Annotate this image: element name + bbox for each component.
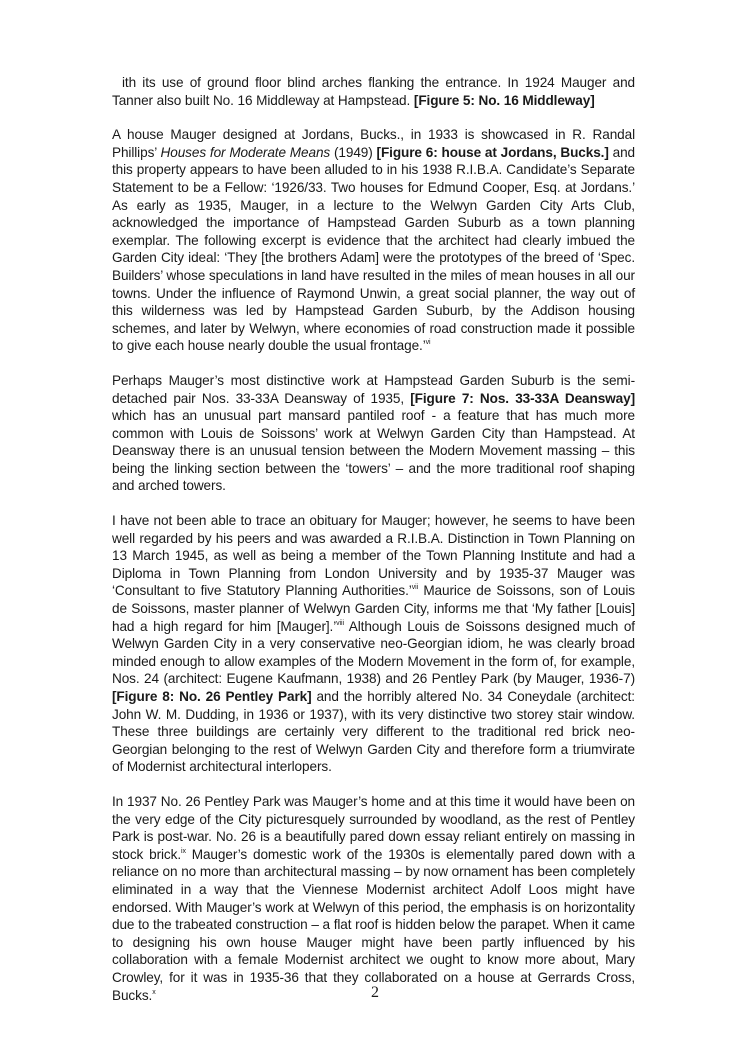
paragraph-1: [112, 74, 635, 109]
paragraph-2: [112, 126, 635, 355]
footnote-marker: x: [152, 988, 156, 996]
paragraph-text: Maurice de Soissons, son of Louis de Soissons, master planner of Welwyn Garden City, informs me that ‘My father [Louis] had a high regard for him [Mauger].’: [112, 583, 636, 634]
paragraph-4: [112, 512, 635, 776]
footnote-marker: vii: [411, 584, 419, 592]
paragraph-text: A house Mauger designed at Jordans, Bucks., in 1933 is showcased in R. Randal Phillips’: [112, 127, 635, 160]
page-number: 2: [371, 984, 379, 1001]
figure-reference: [Figure 8: No. 26 Pentley Park]: [112, 689, 312, 704]
paragraph-text: Mauger’s domestic work of the 1930s is elementally pared down with a reliance on no more than architectural massing – by now ornament has been completely eliminated in a way that the Viennese Modernist architect Adolf Loos might have endorsed. With Mauger’s work at Welwyn of this period, the emphasis is on horizontality due to the trabeated construction – a flat roof is hidden below the parapet. When it came to designing his own house Mauger might have been partly influenced by his collaboration with a female Modernist architect we ought to know more about, Mary Crowley, for it was in 1935-36 that they collaborated on a house at Gerrards Cross, Bucks.: [112, 846, 635, 1003]
paragraph-text: I have not been able to trace an obituary for Mauger; however, he seems to have been well regarded by his peers and was awarded a R.I.B.A. Distinction in Town Planning on 13 March 1945, as well as being a member of the Town Planning Institute and had a Diploma in Town Planning from London University and by 1935-37 Mauger was ‘Consultant to five Statutory Planning Authorities.’: [112, 513, 635, 599]
figure-reference: [Figure 7: Nos. 33-33A Deansway]: [410, 390, 636, 406]
book-title: Houses for Moderate Means: [160, 144, 331, 160]
figure-reference: [Figure 6: house at Jordans, Bucks.]: [376, 144, 609, 160]
figure-reference: [Figure 5: No. 16 Middleway]: [413, 92, 595, 108]
footnote-marker: vi: [425, 339, 431, 347]
paragraph-5: [112, 793, 635, 1004]
document-page: [112, 74, 635, 1021]
paragraph-3: [112, 372, 635, 495]
footnote-marker: viii: [336, 619, 344, 627]
footnote-marker: ix: [181, 847, 186, 855]
paragraph-text: (1949): [330, 144, 377, 160]
paragraph-text: and this property appears to have been alluded to in his 1938 R.I.B.A. Candidate’s Separate Statement to be a Fellow: ‘1926/33. Two houses for Edmund Cooper, Esq. at Jordans.’ As early as 1935, Mauger, in a lecture to the Welwyn Garden City Arts Club, acknowledged the importance of Hampstead Garden Suburb as a town planning exemplar. The following excerpt is evidence that the architect had clearly imbued the Garden City ideal: ‘They [the brothers Adam] were the prototypes of the breed of ‘Spec. Builders’ whose speculations in land have resulted in the miles of mean houses in all our towns. Under the influence of Raymond Unwin, a great social planner, the way out of this wilderness was led by Hampstead Garden Suburb, by the Addison housing schemes, and later by Welwyn, where economies of road construction made it possible to give each house nearly double the usual frontage.’: [112, 144, 636, 354]
paragraph-text: and the horribly altered No. 34 Coneydale (architect: John W. M. Dudding, in 1936 or 1937), with its very distinctive two storey stair window. These three buildings are certainly very different to the traditional red brick neo-Georgian belonging to the rest of Welwyn Garden City and therefore form a triumvirate of Modernist architectural interlopers.: [112, 689, 635, 775]
paragraph-text: Perhaps Mauger’s most distinctive work at Hampstead Garden Suburb is the semi-detached pair Nos. 33-33A Deansway of 1935,: [112, 372, 635, 406]
paragraph-text: In 1937 No. 26 Pentley Park was Mauger’s home and at this time it would have been on the very edge of the City picturesquely surrounded by woodland, as the rest of Pentley Park is post-war. No. 26 is a beautifully pared down essay reliant entirely on massing in stock brick.: [112, 793, 635, 862]
paragraph-text: Although Louis de Soissons designed much of Welwyn Garden City in a very conservative neo-Georgian idiom, he was clearly broad minded enough to allow examples of the Modern Movement in the form of, for example, Nos. 24 (architect: Eugene Kaufmann, 1938) and 26 Pentley Park (by Mauger, 1936-7): [112, 618, 635, 687]
paragraph-text: ith its use of ground floor blind arches flanking the entrance. In 1924 Mauger and Tanner also built No. 16 Middleway at Hampstead.: [112, 75, 635, 108]
paragraph-text: which has an unusual part mansard pantiled roof - a feature that has much more common with Louis de Soissons’ work at Welwyn Garden City than Hampstead. At Deansway there is an unusual tension between the Modern Movement massing – this being the linking section between the ‘towers’ – and the more traditional roof shaping and arched towers.: [112, 408, 635, 494]
